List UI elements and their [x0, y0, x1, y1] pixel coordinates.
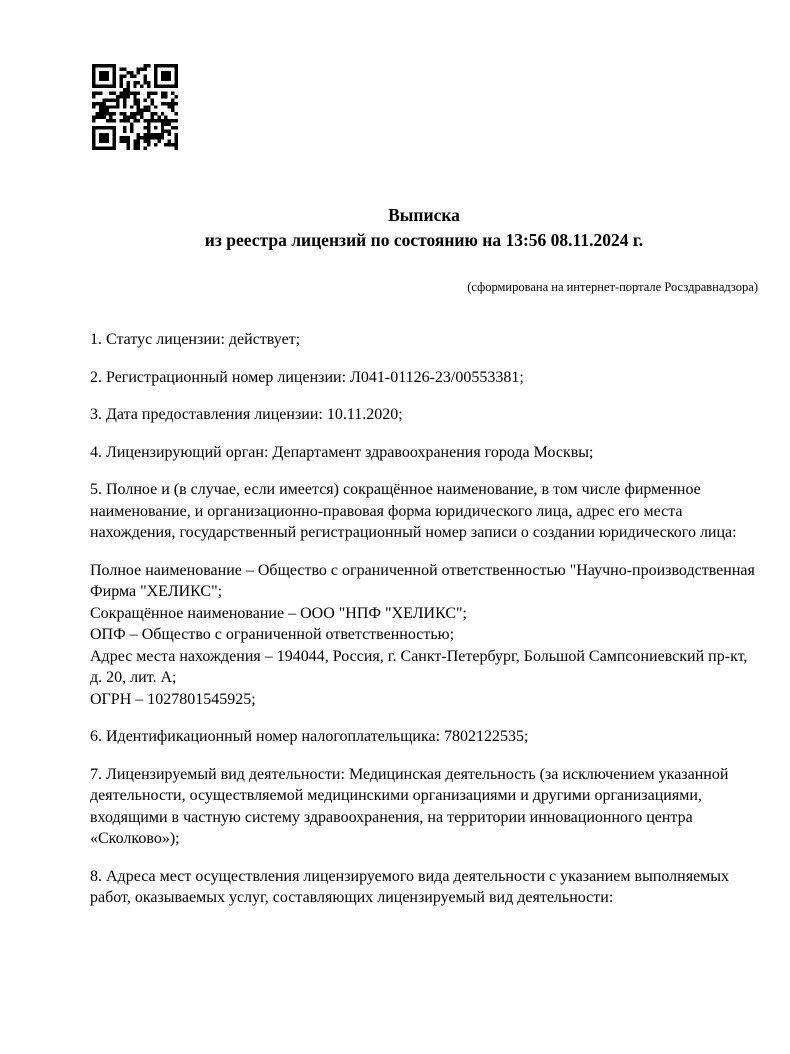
- paragraph-activity-type: 7. Лицензируемый вид деятельности: Медицинская деятельность (за исключением указанной деятельности, осуществляемой медицинскими организациями и другими организациями, входящими в частную систему здравоохранения, на территории инновационного центра «Сколково»);: [90, 765, 729, 847]
- paragraph-names-intro: 5. Полное и (в случае, если имеется) сокращённое наименование, в том числе фирменное наименование, и организационно-правовая форма юридического лица, адрес его места нахождения, государственный регистрационный номер записи о создании юридического лица:: [90, 481, 737, 541]
- document-note: (сформирована на интернет-портале Росздравнадзора): [467, 280, 758, 294]
- document-title-line2: из реестра лицензий по состоянию на 13:56 08.11.2024 г.: [204, 230, 644, 250]
- paragraph-license-number: 2. Регистрационный номер лицензии: Л041-01126-23/00553381;: [90, 368, 524, 386]
- document-title: [90, 0, 758, 253]
- paragraph-inn: 6. Идентификационный номер налогоплательщика: 7802122535;: [90, 728, 529, 745]
- company-details: [90, 560, 758, 711]
- company-ogrn: ОГРН – 1027801545925;: [90, 690, 256, 708]
- company-address: Адрес места нахождения – 194044, Россия, г. Санкт-Петербург, Большой Сампсониевский пр-кт, д. 20, лит. А;: [90, 647, 748, 686]
- company-opf: ОПФ – Общество с ограниченной ответственностью;: [90, 626, 455, 643]
- qr-code-icon: [92, 64, 178, 150]
- document-body: [90, 329, 758, 909]
- document-title-line1: Выписка: [388, 205, 460, 225]
- paragraph-licensing-authority: 4. Лицензирующий орган: Департамент здравоохранения города Москвы;: [90, 443, 594, 461]
- paragraph-license-date: 3. Дата предоставления лицензии: 10.11.2020;: [90, 406, 403, 423]
- company-short-name: Сокращённое наименование – ООО "НПФ "ХЕЛИКС";: [90, 604, 467, 622]
- paragraph-license-status: 1. Статус лицензии: действует;: [90, 331, 301, 348]
- company-full-name: Полное наименование – Общество с ограниченной ответственностью "Научно-производственная Фирма "ХЕЛИКС";: [90, 561, 755, 600]
- paragraph-addresses-intro: 8. Адреса мест осуществления лицензируемого вида деятельности с указанием выполняемых работ, оказываемых услуг, составляющих лицензируемый вид деятельности:: [90, 867, 730, 906]
